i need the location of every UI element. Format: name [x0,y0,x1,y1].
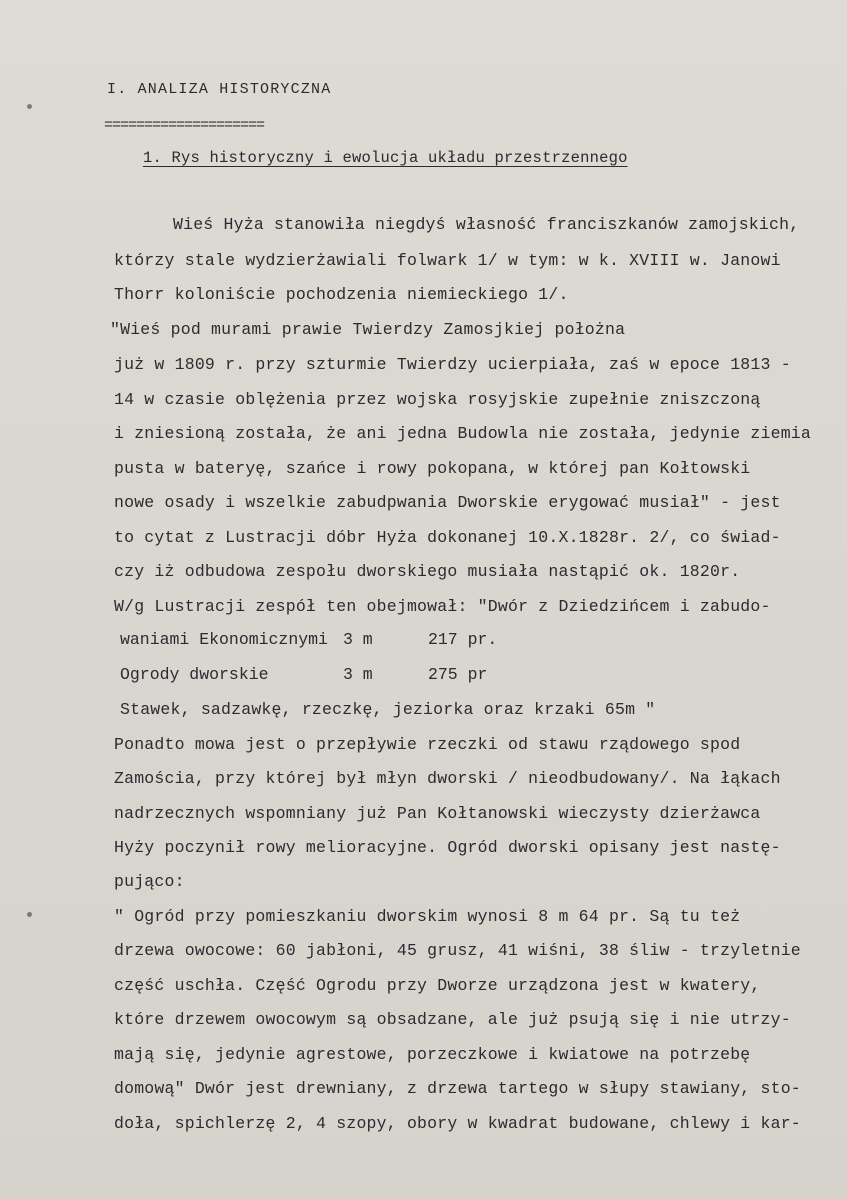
table-measure: 3 m [343,630,373,649]
text-line: drzewa owocowe: 60 jabłoni, 45 grusz, 41 wiśni, 38 śliw - trzyletnie [114,941,801,960]
subheading: 1. Rys historyczny i ewolucja układu przestrzennego [143,149,628,167]
text-line: nadrzecznych wspomniany już Pan Kołtanowski wieczysty dzierżawca [114,804,761,823]
text-line: to cytat z Lustracji dóbr Hyża dokonanej 10.X.1828r. 2/, co świad- [114,528,781,547]
text-line: część uschła. Część Ogrodu przy Dworze urządzona jest w kwatery, [114,976,761,995]
text-line: nowe osady i wszelkie zabudpwania Dworskie erygować musiał" - jest [114,493,781,512]
text-line: czy iż odbudowa zespołu dworskiego musiała nastąpić ok. 1820r. [114,562,741,581]
text-line: i zniesioną została, że ani jedna Budowla nie została, jedynie ziemia [114,424,812,443]
text-line: Stawek, sadzawkę, rzeczkę, jeziorka oraz krzaki 65m " [120,700,656,719]
table-measure-pr: 217 pr. [428,630,498,649]
text-line: Hyży poczynił rowy melioracyjne. Ogród dworski opisany jest nastę- [114,838,781,857]
text-line: domową" Dwór jest drewniany, z drzewa tartego w słupy stawiany, sto- [114,1079,801,1098]
table-label: waniami Ekonomicznymi [120,630,328,649]
punch-hole [27,912,32,917]
text-line: mają się, jedynie agrestowe, porzeczkowe i kwiatowe na potrzebę [114,1045,751,1064]
text-line: pusta w bateryę, szańce i rowy pokopana, w której pan Kołtowski [114,459,751,478]
text-line: " Ogród przy pomieszkaniu dworskim wynosi 8 m 64 pr. Są tu też [114,907,741,926]
heading-rule: ==================== [104,117,265,134]
text-line: doła, spichlerzę 2, 4 szopy, obory w kwadrat budowane, chlewy i kar- [114,1114,801,1133]
text-line: już w 1809 r. przy szturmie Twierdzy ucierpiała, zaś w epoce 1813 - [114,355,791,374]
text-line: "Wieś pod murami prawie Twierdzy Zamosjkiej położna [110,320,626,339]
text-line: którzy stale wydzierżawiali folwark 1/ w tym: w k. XVIII w. Janowi [114,251,781,270]
text-line: Ponadto mowa jest o przepływie rzeczki od stawu rządowego spod [114,735,741,754]
text-line: 14 w czasie oblężenia przez wojska rosyjskie zupełnie zniszczoną [114,390,761,409]
text-line: Wieś Hyża stanowiła niegdyś własność franciszkanów zamojskich, [173,215,800,234]
punch-hole [27,104,32,109]
text-line: W/g Lustracji zespół ten obejmował: "Dwór z Dziedzińcem i zabudo- [114,597,771,616]
text-line: które drzewem owocowym są obsadzane, ale już psują się i nie utrzy- [114,1010,791,1029]
text-line: pująco: [114,872,185,891]
table-measure-pr: 275 pr [428,665,488,684]
table-label: Ogrody dworskie [120,665,269,684]
text-line: Zamościa, przy której był młyn dworski / nieodbudowany/. Na łąkach [114,769,781,788]
table-measure: 3 m [343,665,373,684]
section-heading: I. ANALIZA HISTORYCZNA [107,81,332,98]
text-line: Thorr koloniście pochodzenia niemieckiego 1/. [114,285,569,304]
